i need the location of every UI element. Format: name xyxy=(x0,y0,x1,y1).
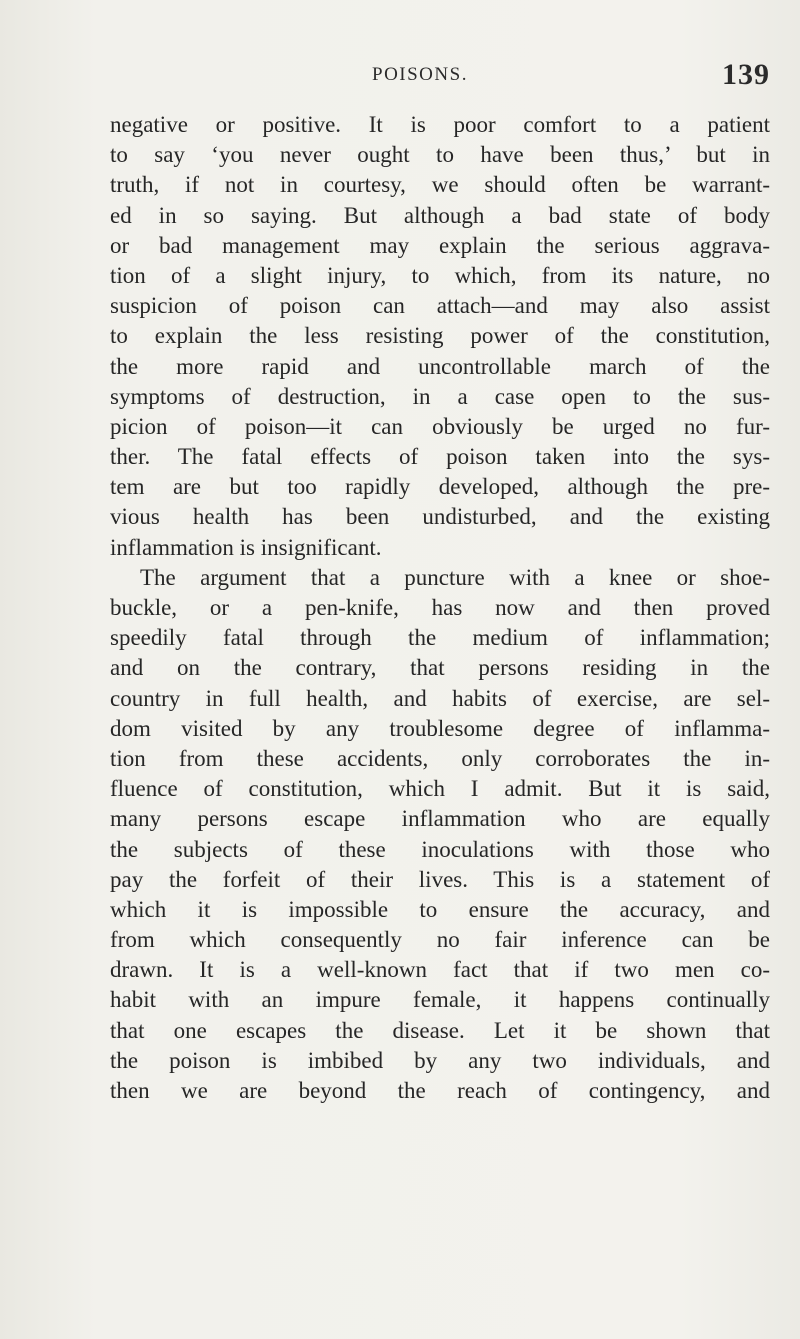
text-line: buckle, or a pen-knife, has now and then proved xyxy=(110,595,770,620)
running-head-title: POISONS. xyxy=(372,64,468,85)
text-line: habit with an impure female, it happens continually xyxy=(110,987,770,1013)
text-line: tion of a slight injury, to which, from its nature, no xyxy=(110,262,770,288)
text-line: from which consequently no fair inference can be xyxy=(110,927,770,953)
text-line: that one escapes the disease. Let it be shown that xyxy=(110,1017,770,1043)
text-line: symptoms of destruction, in a case open to the sus- xyxy=(110,383,770,409)
text-line: picion of poison—it can obviously be urged no fur- xyxy=(110,413,770,439)
text-line: the subjects of these inoculations with those who xyxy=(110,836,770,862)
text-line: ed in so saying. But although a bad state of body xyxy=(110,202,770,228)
text-line: many persons escape inflammation who are equally xyxy=(110,806,770,832)
paragraph-start-line: The argument that a puncture with a knee or shoe- xyxy=(140,564,770,590)
text-line: and on the contrary, that persons residing in the xyxy=(110,655,770,681)
text-line: then we are beyond the reach of contingency, and xyxy=(110,1078,770,1103)
text-line: country in full health, and habits of exercise, are sel- xyxy=(110,685,770,711)
running-head xyxy=(110,58,770,98)
text-line: tem are but too rapidly developed, although the pre- xyxy=(110,474,770,500)
text-line: tion from these accidents, only corroborates the in- xyxy=(110,745,770,771)
text-line: truth, if not in courtesy, we should often be warrant- xyxy=(110,172,770,198)
page-number: 139 xyxy=(722,58,770,91)
text-line: drawn. It is a well-known fact that if two men co- xyxy=(110,957,770,983)
text-line: to explain the less resisting power of the constitution, xyxy=(110,323,770,349)
text-line: pay the forfeit of their lives. This is a statement of xyxy=(110,866,770,892)
text-line: speedily fatal through the medium of inflammation; xyxy=(110,625,770,651)
paragraph-end-line: inflammation is insignificant. xyxy=(110,534,382,560)
text-line: which it is impossible to ensure the accuracy, and xyxy=(110,896,770,922)
text-line: suspicion of poison can attach—and may also assist xyxy=(110,293,770,319)
text-line: fluence of constitution, which I admit. But it is said, xyxy=(110,776,770,802)
text-line: negative or positive. It is poor comfort to a patient xyxy=(110,112,770,137)
text-line: vious health has been undisturbed, and the existing xyxy=(110,504,770,530)
text-line: the poison is imbibed by any two individuals, and xyxy=(110,1047,770,1073)
body-text xyxy=(110,110,770,1106)
text-line: the more rapid and uncontrollable march of the xyxy=(110,353,770,379)
text-line: dom visited by any troublesome degree of inflamma- xyxy=(110,715,770,741)
text-line: ther. The fatal effects of poison taken into the sys- xyxy=(110,444,770,470)
text-line: to say ‘you never ought to have been thus,’ but in xyxy=(110,142,770,168)
text-line: or bad management may explain the serious aggrava- xyxy=(110,232,770,258)
